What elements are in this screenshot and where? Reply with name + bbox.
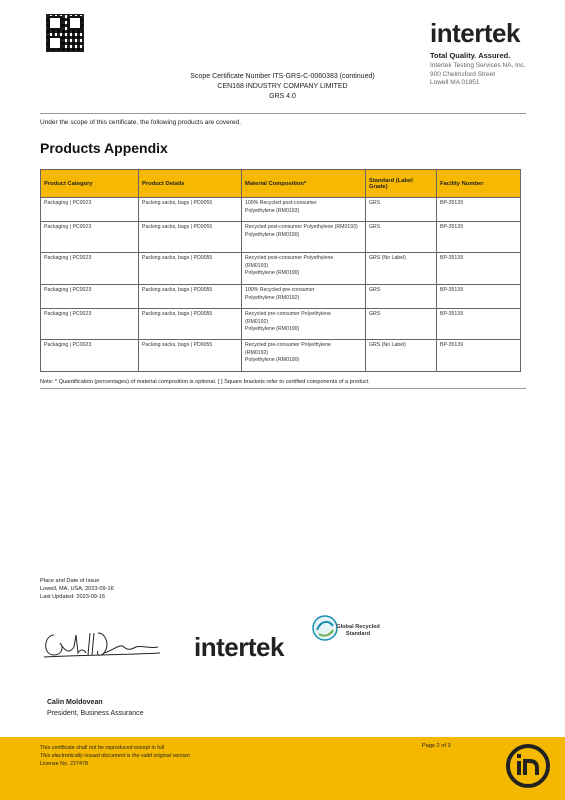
- qr-code-icon: [46, 14, 84, 52]
- intertek-badge-icon: [503, 741, 553, 791]
- product-category-cell: Packaging | PC0023: [41, 253, 139, 285]
- column-header: Product Category: [41, 170, 139, 198]
- standard-cell: GRS (No Label): [366, 340, 437, 372]
- column-header: Facility Number: [437, 170, 521, 198]
- product-category-cell: Packaging | PC0023: [41, 340, 139, 372]
- footer-text: This certificate shall not be reproduced except in full This electronically issued document is the valid original version License No. 227478: [40, 745, 190, 767]
- signer-title: President, Business Assurance: [47, 710, 144, 717]
- material-cell: Recycled post-consumer Polyethylene (RM0193) Polyethylene (RM0190): [242, 222, 366, 253]
- product-details-cell: Packing sacks, bags | PD0055: [139, 285, 242, 309]
- header-divider: [40, 113, 526, 114]
- page-number: Page 2 of 3: [422, 743, 451, 749]
- standard-cell: GRS: [366, 285, 437, 309]
- note-divider: [40, 388, 526, 389]
- issuer-address: Intertek Testing Services NA, Inc. 900 Chelmsford Street Lowell MA 01851: [430, 62, 526, 86]
- facility-cell: BP-35139: [437, 253, 521, 285]
- standard-cell: GRS: [366, 222, 437, 253]
- column-header: Material Composition*: [242, 170, 366, 198]
- table-row: [41, 340, 521, 372]
- table-row: [41, 253, 521, 285]
- certificate-heading: Scope Certificate Number ITS-GRS-C-0060383 (continued) CEN168 INDUSTRY COMPANY LIMITED GRS 4.0: [190, 73, 375, 100]
- facility-cell: BP-35139: [437, 285, 521, 309]
- issue-info: Place and Date of Issue Lowell, MA, USA, 2023-09-16 Last Updated: 2023-09-16: [40, 578, 114, 600]
- scope-text: Under the scope of this certificate, the following products are covered.: [40, 119, 241, 126]
- page-title: Products Appendix: [40, 140, 168, 156]
- facility-cell: BP-35139: [437, 340, 521, 372]
- table-row: [41, 222, 521, 253]
- column-header: Product Details: [139, 170, 242, 198]
- signer-name: Calin Moldovean: [47, 699, 103, 706]
- signature-image: [40, 625, 162, 663]
- product-category-cell: Packaging | PC0023: [41, 222, 139, 253]
- product-details-cell: Packing sacks, bags | PD0055: [139, 222, 242, 253]
- product-details-cell: Packing sacks, bags | PD0055: [139, 309, 242, 340]
- standard-cell: GRS: [366, 198, 437, 222]
- material-cell: Recycled pre-consumer Polyethylene (RM0192) Polyethylene (RM0190): [242, 309, 366, 340]
- standard-cell: GRS: [366, 309, 437, 340]
- material-cell: Recycled post-consumer Polyethylene (RM0193) Polyethylene (RM0190): [242, 253, 366, 285]
- tagline: Total Quality. Assured.: [430, 51, 511, 60]
- material-cell: 100% Recycled post-consumer Polyethylene (RM0193): [242, 198, 366, 222]
- facility-cell: BP-35139: [437, 309, 521, 340]
- intertek-logo: intertek: [430, 18, 520, 48]
- material-cell: Recycled pre-consumer Polyethylene (RM0192) Polyethylene (RM0190): [242, 340, 366, 372]
- product-details-cell: Packing sacks, bags | PD0055: [139, 198, 242, 222]
- facility-cell: BP-35139: [437, 198, 521, 222]
- product-category-cell: Packaging | PC0023: [41, 198, 139, 222]
- product-category-cell: Packaging | PC0023: [41, 309, 139, 340]
- product-details-cell: Packing sacks, bags | PD0055: [139, 253, 242, 285]
- column-header: Standard (Label Grade): [366, 170, 437, 198]
- facility-cell: BP-35139: [437, 222, 521, 253]
- table-row: [41, 198, 521, 222]
- material-cell: 100% Recycled pre-consumer Polyethylene (RM0192): [242, 285, 366, 309]
- table-note: Note: * Quantification (percentages) of material composition is optional. [ ] Square brackets refer to certified components of a product.: [40, 379, 370, 385]
- signer-block: [47, 697, 144, 719]
- intertek-logo: intertek: [194, 632, 284, 662]
- table-row: [41, 285, 521, 309]
- product-details-cell: Packing sacks, bags | PD0055: [139, 340, 242, 372]
- table-row: [41, 309, 521, 340]
- standard-cell: GRS (No Label): [366, 253, 437, 285]
- products-table: [40, 169, 521, 372]
- product-category-cell: Packaging | PC0023: [41, 285, 139, 309]
- grs-logo-text: Global Recycled Standard: [336, 624, 380, 637]
- table-header-row: [41, 170, 521, 198]
